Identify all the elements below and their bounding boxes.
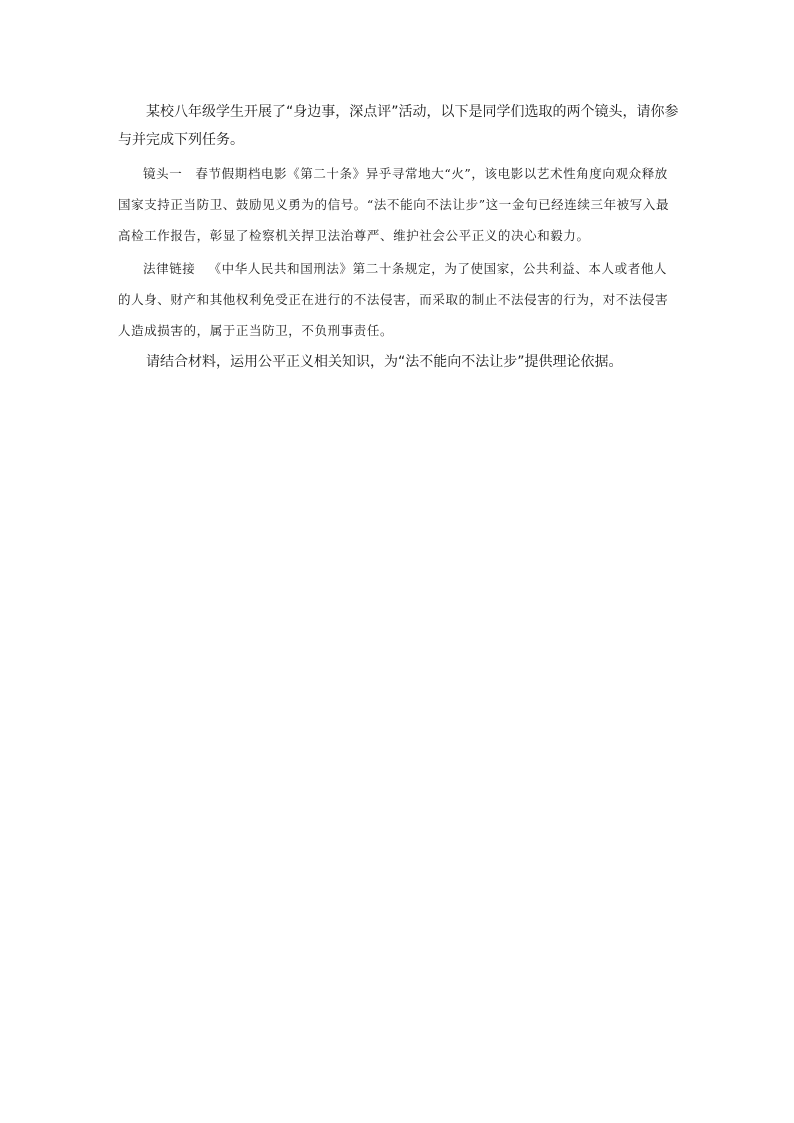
law-link-text: 《中华人民共和国刑法》第二十条规定，为了使国家，公共利益、本人或者他人的人身、财产和其他权利免受正在进行的不法侵害，而采取的制止不法侵害的行为，对不法侵害人造成损害的，属于正当防卫，不负刑事责任。 bbox=[118, 261, 669, 338]
shot-one-paragraph bbox=[118, 158, 680, 251]
shot-one-label: 镜头一 bbox=[143, 166, 183, 181]
question-paragraph: 请结合材料，运用公平正义相关知识，为“法不能向不法让步”提供理论依据。 bbox=[146, 354, 623, 370]
document-body bbox=[118, 98, 680, 376]
law-link-paragraph bbox=[118, 253, 680, 346]
intro-paragraph: 某校八年级学生开展了“身边事，深点评”活动，以下是同学们选取的两个镜头，请你参与并完成下列任务。 bbox=[118, 104, 679, 148]
shot-one-text: 春节假期档电影《第二十条》异乎寻常地大“火”，该电影以艺术性角度向观众释放国家支持正当防卫、鼓励见义勇为的信号。“法不能向不法让步”这一金句已经连续三年被写入最高检工作报告，彰显了检察机关捍卫法治尊严、维护社会公平正义的决心和毅力。 bbox=[118, 166, 670, 243]
law-link-label: 法律链接 bbox=[143, 261, 196, 276]
